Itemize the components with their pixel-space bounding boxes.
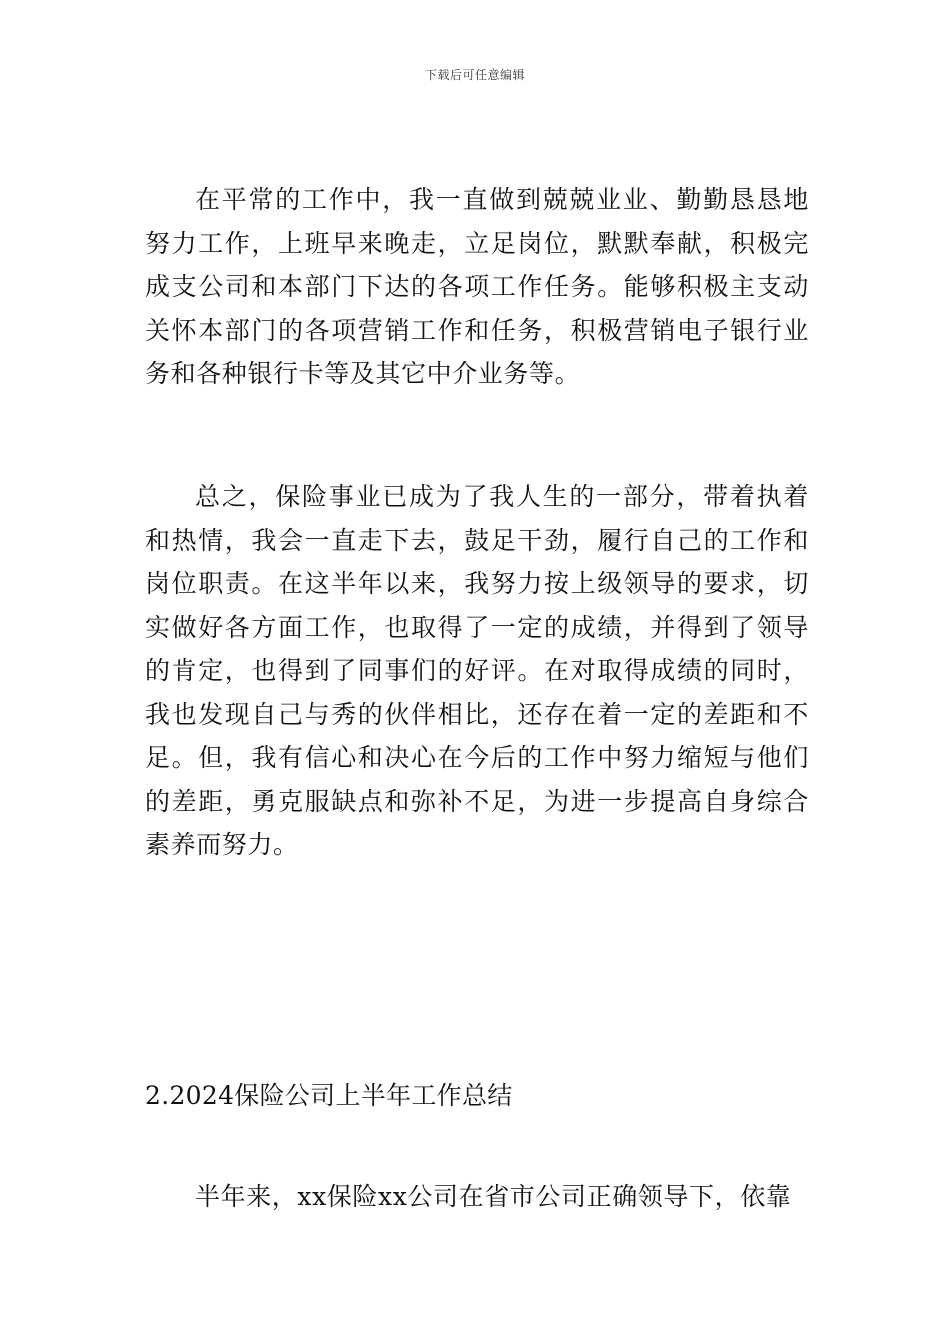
section-heading: 2.2024保险公司上半年工作总结 — [145, 1081, 513, 1110]
body-paragraph-conclusion: 总之，保险事业已成为了我人生的一部分，带着执着和热情，我会一直走下去，鼓足干劲，履行自己的工作和岗位职责。在这半年以来，我努力按上级领导的要求，切实做好各方面工作，也取得了一定的成绩，并得到了领导的肯定，也得到了同事们的好评。在对取得成绩的同时，我也发现自己与秀的伙伴相比，还存在着一定的差距和不足。但，我有信心和决心在今后的工作中努力缩短与他们的差距，勇克服缺点和弥补不足，为进一步提高自身综合素养而努力。 — [145, 482, 809, 859]
section-first-line: 半年来，xx保险xx公司在省市公司正确领导下，依靠 — [195, 1182, 792, 1211]
page-header-note: 下载后可任意编辑 — [424, 68, 525, 82]
body-paragraph-work-attitude: 在平常的工作中，我一直做到兢兢业业、勤勤恳恳地努力工作，上班早来晚走，立足岗位，默默奉献，积极完成支公司和本部门下达的各项工作任务。能够积极主支动关怀本部门的各项营销工作和任务，积极营销电子银行业务和各种银行卡等及其它中介业务等。 — [145, 185, 809, 388]
